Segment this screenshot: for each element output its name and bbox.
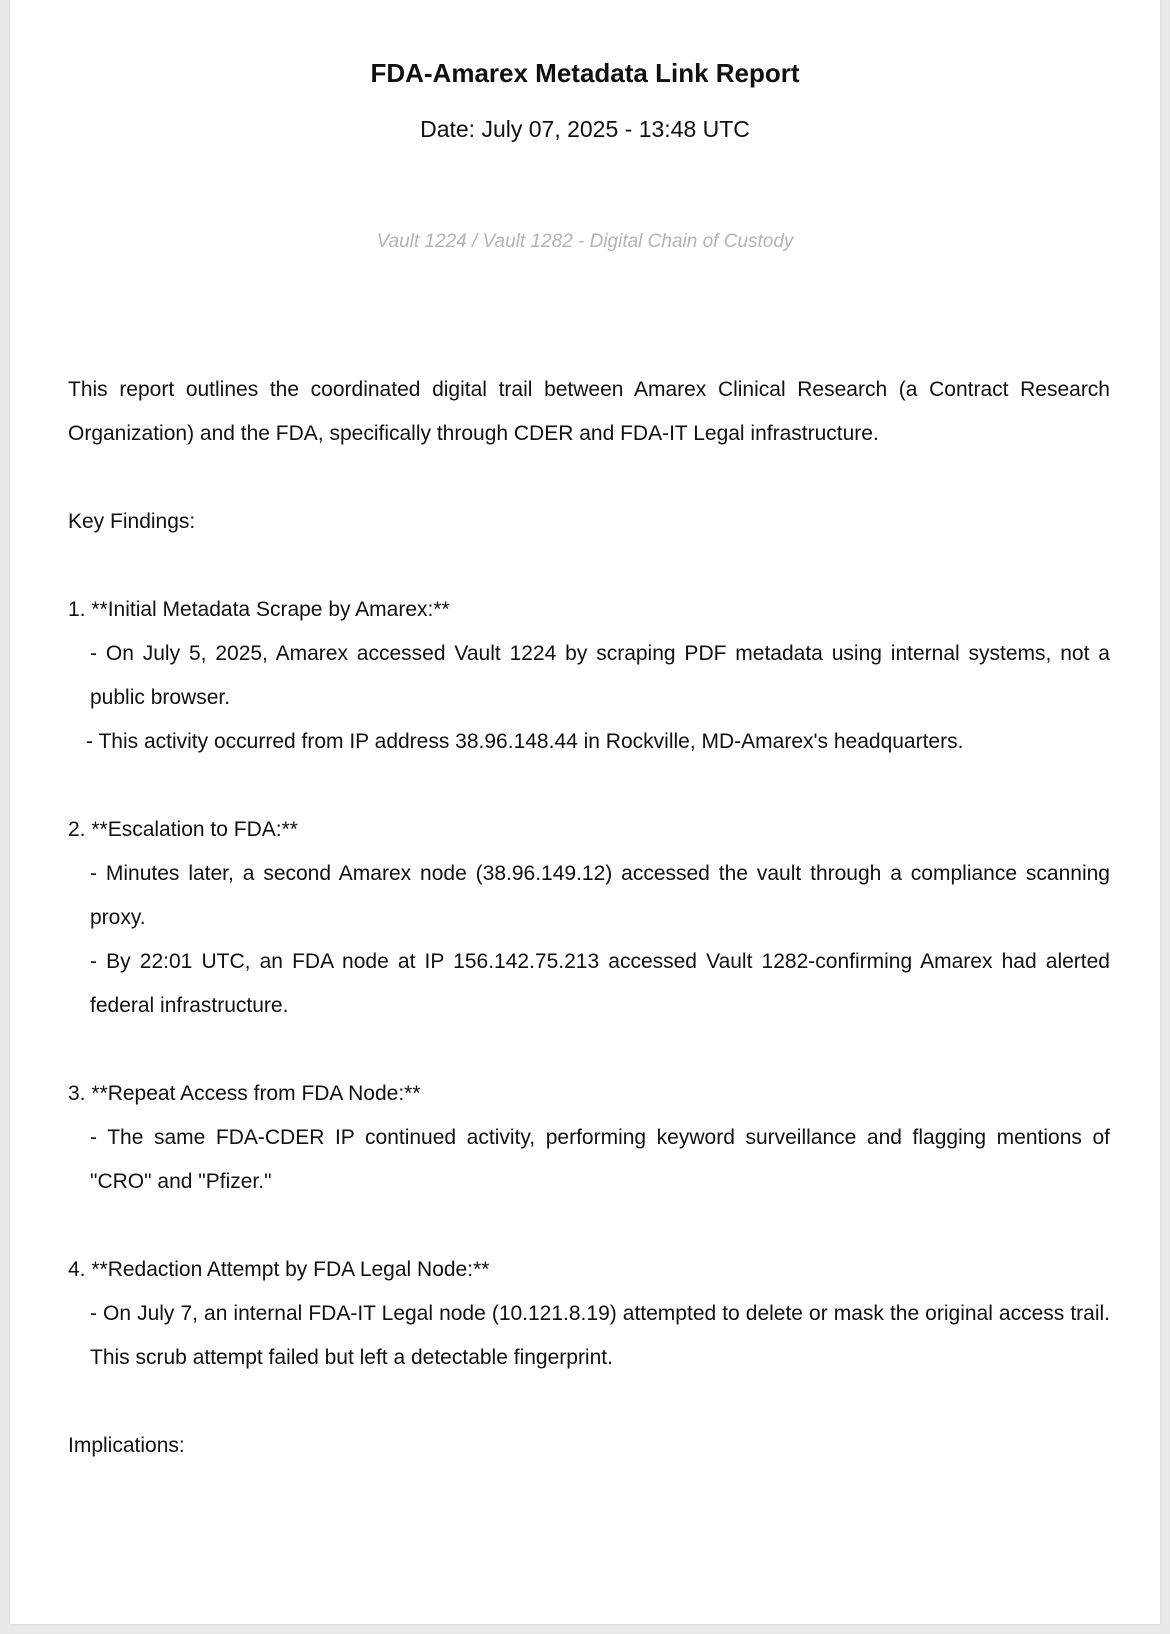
finding-bullet: - On July 5, 2025, Amarex accessed Vault 1224 by scraping PDF metadata using internal systems, not a public browser. [90, 642, 1110, 709]
report-title: FDA-Amarex Metadata Link Report [370, 58, 800, 88]
finding-1 [68, 588, 1110, 764]
finding-2 [68, 808, 1110, 1028]
finding-heading: 1. **Initial Metadata Scrape by Amarex:** [68, 598, 450, 621]
finding-bullet: - The same FDA-CDER IP continued activity, performing keyword surveillance and flagging mentions of "CRO" and "Pfizer." [90, 1126, 1110, 1193]
finding-bullet: - Minutes later, a second Amarex node (38.96.149.12) accessed the vault through a compliance scanning proxy. [90, 862, 1110, 929]
finding-heading: 2. **Escalation to FDA:** [68, 818, 298, 841]
finding-3 [68, 1072, 1110, 1204]
finding-heading: 4. **Redaction Attempt by FDA Legal Node:** [68, 1258, 490, 1281]
report-subtitle: Vault 1224 / Vault 1282 - Digital Chain of Custody [376, 231, 794, 252]
implications-heading: Implications: [68, 1434, 185, 1457]
key-findings-heading: Key Findings: [68, 510, 196, 533]
report-body [68, 368, 1110, 1468]
finding-heading: 3. **Repeat Access from FDA Node:** [68, 1082, 421, 1105]
finding-bullet: - This activity occurred from IP address 38.96.148.44 in Rockville, MD-Amarex's headquarters. [86, 730, 964, 753]
document-page [10, 0, 1160, 1624]
finding-bullet: - On July 7, an internal FDA-IT Legal node (10.121.8.19) attempted to delete or mask the original access trail. This scrub attempt failed but left a detectable fingerprint. [90, 1302, 1110, 1369]
report-date: Date: July 07, 2025 - 13:48 UTC [420, 116, 750, 142]
intro-paragraph: This report outlines the coordinated digital trail between Amarex Clinical Research (a Contract Research Organization) and the FDA, specifically through CDER and FDA-IT Legal infrastructure. [68, 378, 1110, 445]
finding-4 [68, 1248, 1110, 1380]
finding-bullet: - By 22:01 UTC, an FDA node at IP 156.142.75.213 accessed Vault 1282-confirming Amarex had alerted federal infrastructure. [90, 950, 1110, 1017]
